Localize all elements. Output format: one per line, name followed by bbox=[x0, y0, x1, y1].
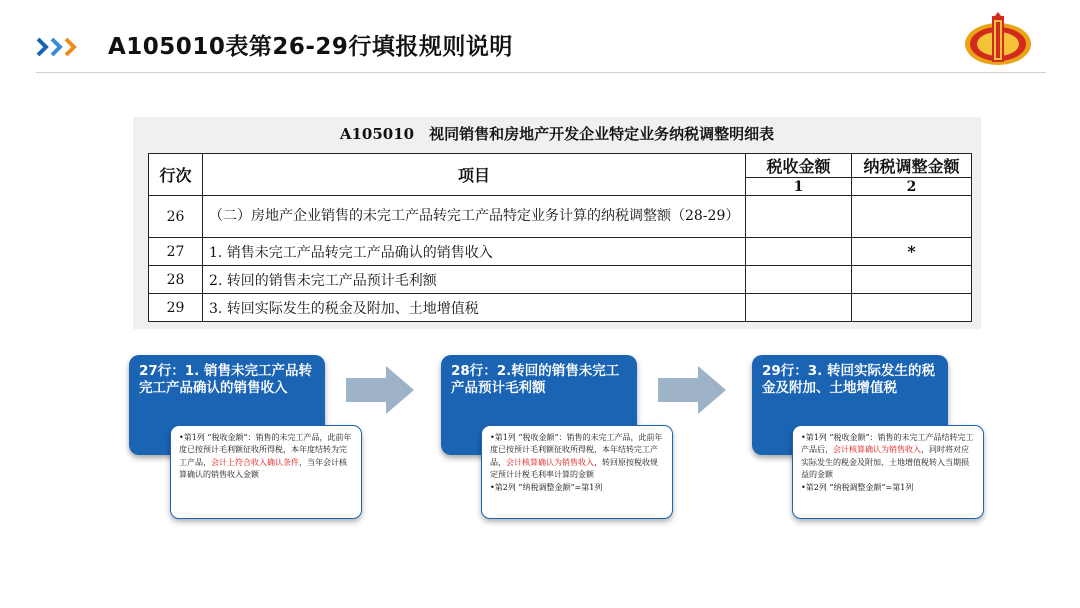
note-part: ，当年会计核算确认的销售收入金额 bbox=[179, 457, 347, 480]
note-card-row-28 bbox=[481, 425, 673, 519]
note-text-col2: •第2列 “纳税调整金额”=第1列 bbox=[801, 482, 914, 492]
note-text bbox=[801, 432, 975, 482]
header-adj-col-number: 2 bbox=[852, 178, 972, 196]
table-row bbox=[149, 238, 972, 266]
note-part: •第1列 “税收金额”：销售的未完工产品结转完工产品后， bbox=[801, 433, 974, 455]
form-table-panel bbox=[133, 117, 981, 329]
tax-emblem-logo-icon bbox=[962, 12, 1034, 68]
note-highlight: 会计核算确认为销售收入 bbox=[506, 457, 594, 467]
table-row bbox=[149, 266, 972, 294]
row-tax-cell bbox=[746, 196, 852, 238]
note-highlight: 会计核算确认为销售收入 bbox=[833, 445, 921, 455]
note-text bbox=[490, 432, 664, 482]
row-item: 3. 转回实际发生的税金及附加、土地增值税 bbox=[203, 294, 746, 322]
row-number: 26 bbox=[149, 196, 203, 238]
chevron-bullets-icon bbox=[36, 36, 86, 58]
note-card-row-29 bbox=[792, 425, 984, 519]
row-adj-cell bbox=[852, 196, 972, 238]
note-highlight: 会计上符合收入确认条件 bbox=[211, 457, 299, 467]
note-part: ，同时将对应实际发生的税金及附加、土地增值税转入当期损益的金额 bbox=[801, 445, 969, 480]
page-title: A105010表第26-29行填报规则说明 bbox=[108, 34, 513, 60]
header-item: 项目 bbox=[203, 154, 746, 196]
header-tax-col-number: 1 bbox=[746, 178, 852, 196]
row-tax-cell bbox=[746, 238, 852, 266]
row-item: （二）房地产企业销售的未完工产品转完工产品特定业务计算的纳税调整额（28-29） bbox=[203, 196, 746, 238]
row-adj-cell bbox=[852, 294, 972, 322]
note-part: •第1列 “税收金额”：销售的未完工产品，此前年度已按预计毛利额征收所得税，本年度结转为完工产品， bbox=[179, 433, 352, 467]
note-text-col2: •第2列 “纳税调整金额”=第1列 bbox=[490, 482, 603, 492]
row-item: 1. 销售未完工产品转完工产品确认的销售收入 bbox=[203, 238, 746, 266]
table-row bbox=[149, 294, 972, 322]
note-text bbox=[179, 432, 353, 482]
note-part: •第1列 “税收金额”：销售的未完工产品，此前年度已按预计毛利额征收所得税，本年结转完工产品， bbox=[490, 433, 663, 467]
arrow-right-icon bbox=[346, 366, 414, 414]
title-divider bbox=[36, 72, 1046, 73]
table-row bbox=[149, 196, 972, 238]
note-card-row-27 bbox=[170, 425, 362, 519]
form-table bbox=[148, 153, 972, 322]
step-title: 27行：1. 销售未完工产品转完工产品确认的销售收入 bbox=[139, 363, 313, 397]
row-tax-cell bbox=[746, 266, 852, 294]
arrow-right-icon bbox=[658, 366, 726, 414]
table-caption: A105010 视同销售和房地产开发企业特定业务纳税调整明细表 bbox=[339, 125, 775, 143]
row-adj-cell: * bbox=[852, 238, 972, 266]
note-part: ，转回原按税收规定预计计税毛利率计算的金额 bbox=[490, 457, 658, 480]
step-title: 28行：2.转回的销售未完工产品预计毛利额 bbox=[451, 363, 620, 397]
row-number: 28 bbox=[149, 266, 203, 294]
row-tax-cell bbox=[746, 294, 852, 322]
row-adj-cell bbox=[852, 266, 972, 294]
row-number: 27 bbox=[149, 238, 203, 266]
header-tax-amount: 税收金额 bbox=[746, 154, 852, 178]
header-row-number: 行次 bbox=[149, 154, 203, 196]
row-item: 2. 转回的销售未完工产品预计毛利额 bbox=[203, 266, 746, 294]
row-number: 29 bbox=[149, 294, 203, 322]
header-adjustment-amount: 纳税调整金额 bbox=[852, 154, 972, 178]
step-title: 29行：3. 转回实际发生的税金及附加、土地增值税 bbox=[762, 363, 936, 397]
